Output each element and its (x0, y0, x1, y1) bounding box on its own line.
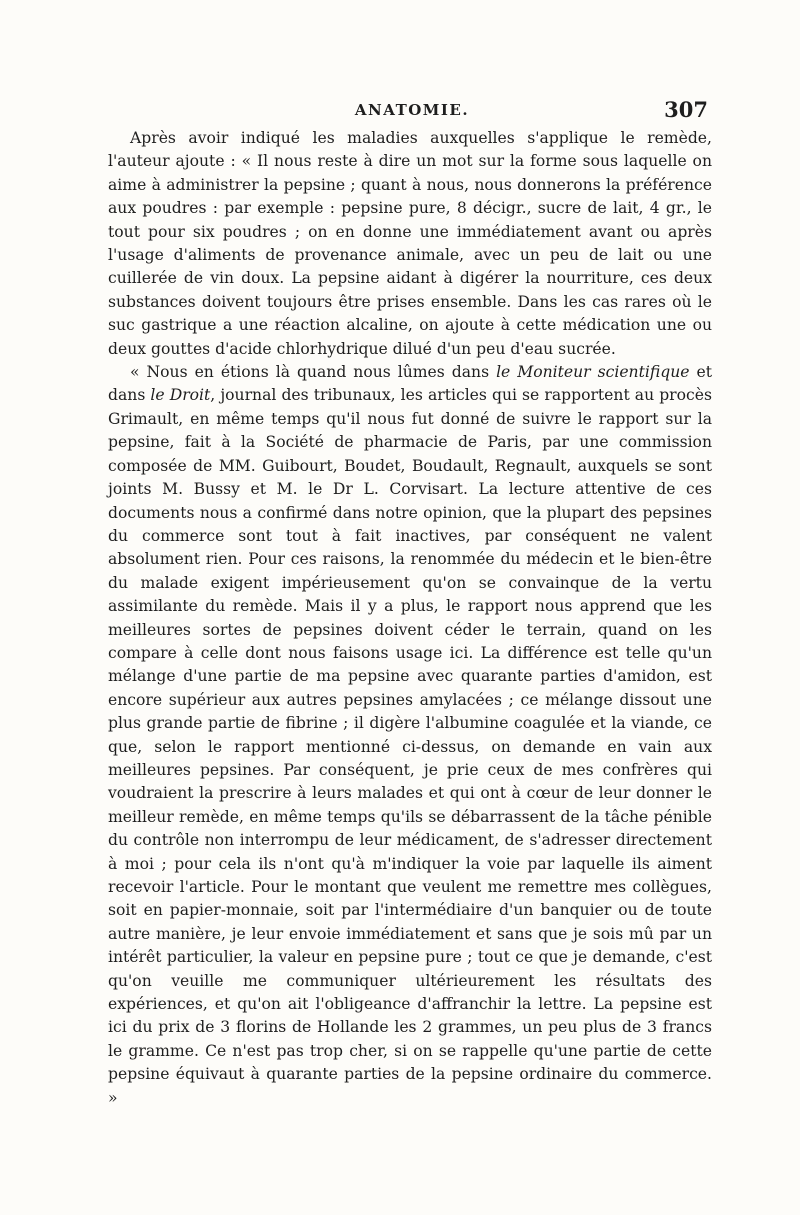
paragraph-2-part-1: « Nous en étions là quand nous lûmes dans (130, 363, 497, 382)
body-text (108, 127, 712, 1110)
running-head (112, 97, 712, 123)
paragraph-2-part-2: et dans (108, 363, 712, 405)
journal-title-moniteur: le Moniteur scientifique (496, 363, 690, 382)
running-title: ANATOMIE. (354, 101, 470, 119)
journal-title-droit: le Droit (150, 386, 211, 405)
paragraph-2 (108, 361, 712, 1110)
page-number: 307 (664, 97, 708, 122)
paragraph-1: Après avoir indiqué les maladies auxquelles s'applique le remède, l'auteur ajoute : « Il nous reste à dire un mot sur la forme sous laquelle on aime à administrer la pepsine ; quant à nous, nous donnerons la préférence aux poudres : par exemple : pepsine pure, 8 décigr., sucre de lait, 4 gr., le tout pour six poudres ; on en donne une immédiatement avant ou après l'usage d'aliments de provenance animale, avec un peu de lait ou une cuillerée de vin doux. La pepsine aidant à digérer la nourriture, ces deux substances doivent toujours être prises ensemble. Dans les cas rares où le suc gastrique a une réaction alcaline, on ajoute à cette médication une ou deux gouttes d'acide chlorhydrique dilué d'un peu d'eau sucrée. (108, 129, 712, 358)
paragraph-2-part-3: , journal des tribunaux, les articles qui se rapportent au procès Grimault, en même temps qu'il nous fut donné de suivre le rapport sur la pepsine, fait à la Société de pharmacie de Paris, par une commission composée de MM. Guibourt, Boudet, Boudault, Regnault, auxquels se sont joints M. Bussy et M. le Dr L. Corvisart. La lecture attentive de ces documents nous a confirmé dans notre opinion, que la plupart des pepsines du commerce sont tout à fait inactives, par conséquent ne valent absolument rien. Pour ces raisons, la renommée du médecin et le bien-être du malade exigent impérieusement qu'on se convainque de la vertu assimilante du remède. Mais il y a plus, le rapport nous apprend que les meilleures sortes de pepsines doivent céder le terrain, quand on les compare à celle dont nous faisons usage ici. La différence est telle qu'un mélange d'une partie de ma pepsine avec quarante parties d'amidon, est encore supérieur aux autres pepsines amylacées ; ce mélange dissout une plus grande partie de fibrine ; il digère l'albumine coagulée et la viande, ce que, selon le rapport mentionné ci-dessus, on demande en vain aux meilleures pepsines. Par conséquent, je prie ceux de mes confrères qui voudraient la prescrire à leurs malades et qui ont à cœur de leur donner le meilleur remède, en même temps qu'ils se débarrassent de la tâche pénible du contrôle non interrompu de leur médicament, de s'adresser directement à moi ; pour cela ils n'ont qu'à m'indiquer la voie par laquelle ils aiment recevoir l'article. Pour le montant que veulent me remettre mes collègues, soit en papier-monnaie, soit par l'intermédiaire d'un banquier ou de toute autre manière, je leur envoie immédiatement et sans que je sois mû par un intérêt particulier, la valeur en pepsine pure ; tout ce que je demande, c'est qu'on veuille me communiquer ultérieurement les résultats des expériences, et qu'on ait l'obligeance d'affranchir la lettre. La pepsine est ici du prix de 3 florins de Hollande les 2 grammes, un peu plus de 3 francs le gramme. Ce n'est pas trop cher, si on se rappelle qu'une partie de cette pepsine équivaut à quarante parties de la pepsine ordinaire du commerce. » (108, 386, 712, 1107)
